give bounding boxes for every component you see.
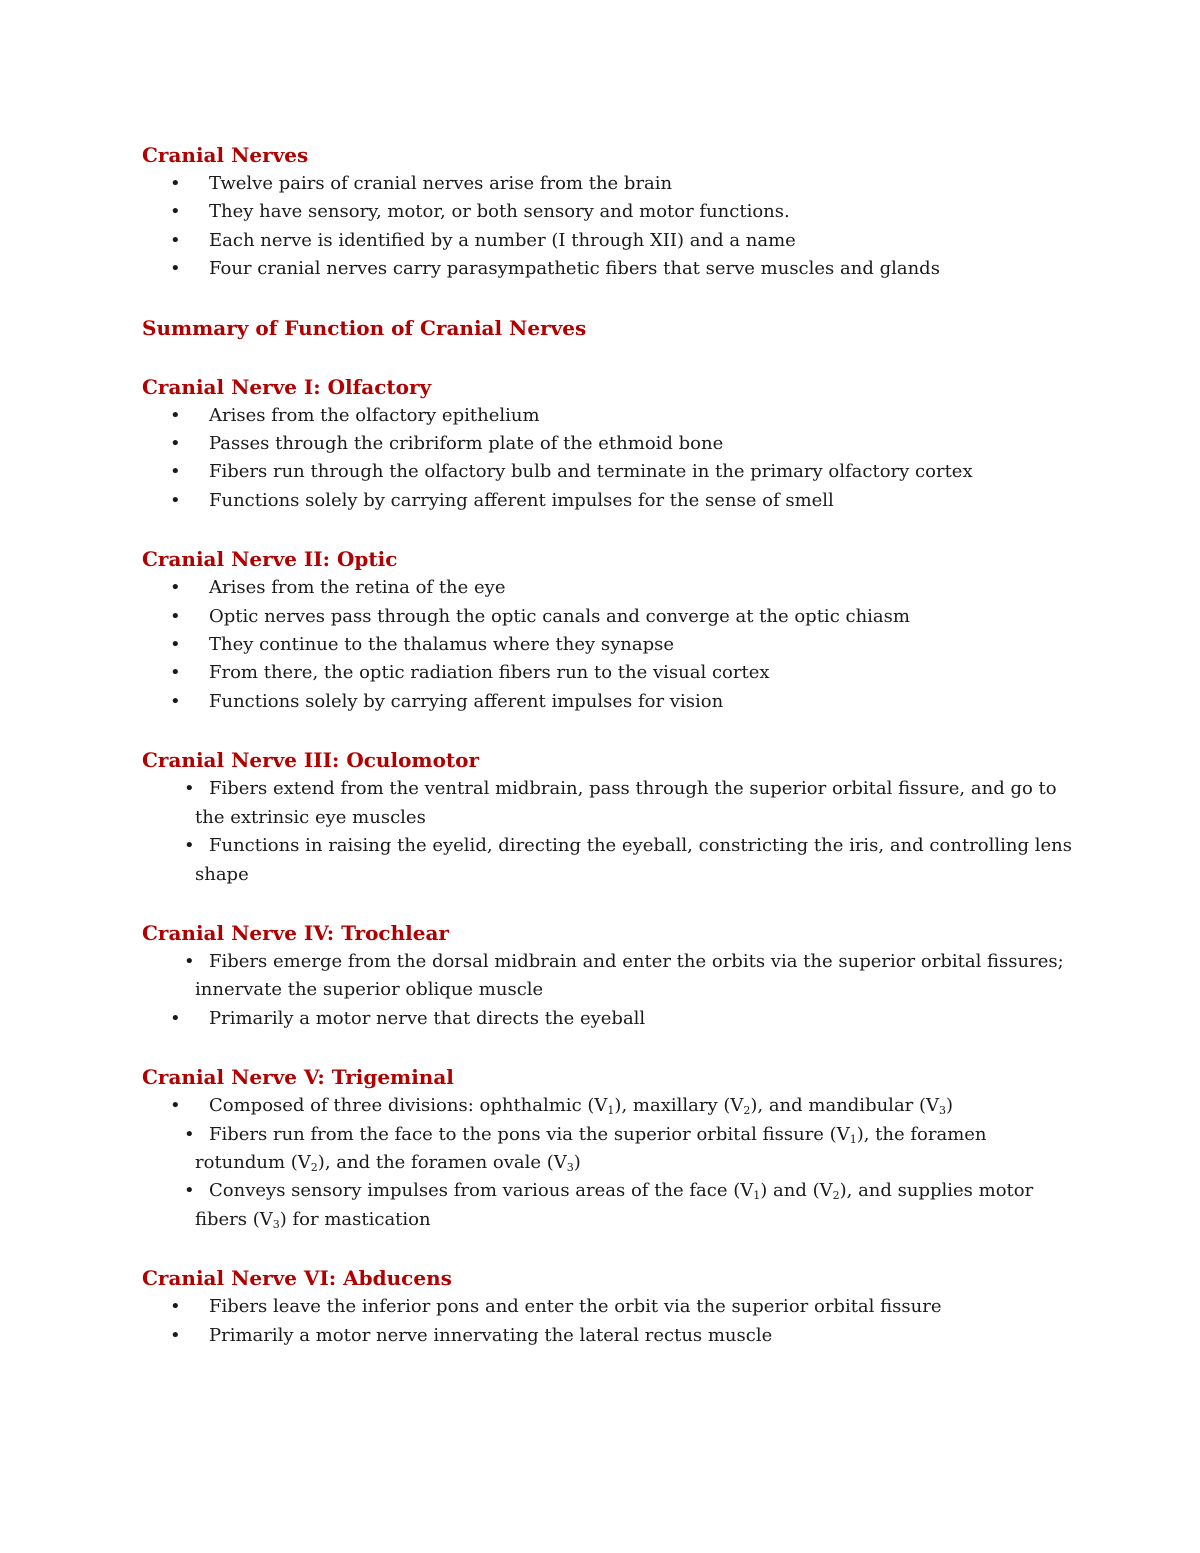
section-heading: Cranial Nerves [142, 143, 309, 167]
bullet-item [142, 659, 1072, 687]
section-spacer [142, 343, 1072, 372]
bullet-text: Fibers run through the olfactory bulb and terminate in the primary olfactory cortex [209, 461, 973, 483]
section-spacer [142, 515, 1072, 544]
bullet-icon: • [184, 835, 195, 857]
bullet-item [142, 1322, 1072, 1350]
bullet-item [142, 430, 1072, 458]
bullet-item [142, 832, 1072, 889]
bullet-text: Optic nerves pass through the optic canals and converge at the optic chiasm [209, 605, 910, 627]
bullet-icon: • [170, 577, 181, 599]
bullet-icon: • [170, 634, 181, 656]
bullet-icon: • [170, 1007, 181, 1029]
bullet-icon: • [170, 173, 181, 194]
text-run: Conveys sensory impulses from various areas of the face (V [209, 1180, 754, 1202]
bullet-text: Arises from the retina of the eye [209, 577, 506, 599]
bullet-item [142, 227, 1072, 255]
bullet-text: Passes through the cribriform plate of the ethmoid bone [209, 433, 724, 455]
text-run: Composed of three divisions: ophthalmic (V [209, 1095, 608, 1117]
bullet-text [209, 1095, 953, 1116]
bullet-item [142, 688, 1072, 716]
bullet-text: Arises from the olfactory epithelium [209, 404, 540, 426]
bullet-item [142, 775, 1072, 832]
subscript: 3 [939, 1104, 947, 1118]
subscript: 1 [849, 1132, 857, 1146]
subscript: 2 [310, 1160, 318, 1174]
bullet-item [142, 948, 1072, 1005]
bullet-item [142, 198, 1072, 226]
bullet-list [142, 170, 1072, 284]
bullet-icon: • [184, 1123, 195, 1145]
bullet-item [142, 1293, 1072, 1321]
bullet-icon: • [170, 201, 181, 223]
subscript: 3 [272, 1217, 280, 1231]
bullet-text: Fibers emerge from the dorsal midbrain and enter the orbits via the superior orbital fissures; innervate the superior oblique muscle [195, 950, 1064, 1001]
bullet-item [142, 603, 1072, 631]
bullet-item [142, 631, 1072, 659]
text-run: ), and supplies motor fibers (V [195, 1180, 1034, 1230]
subscript: 1 [753, 1189, 761, 1203]
bullet-icon: • [170, 690, 181, 712]
text-run: ) [946, 1095, 954, 1117]
section-heading: Cranial Nerve IV: Trochlear [142, 920, 449, 945]
bullet-icon: • [170, 258, 181, 280]
bullet-item [142, 1121, 1072, 1178]
bullet-icon: • [184, 1180, 195, 1202]
bullet-icon: • [184, 950, 195, 972]
bullet-icon: • [170, 1296, 181, 1318]
subscript: 3 [566, 1160, 574, 1174]
text-run: ) and (V [760, 1180, 833, 1202]
bullet-list [142, 775, 1072, 889]
bullet-text: Functions in raising the eyelid, directing the eyeball, constricting the iris, and controlling lens shape [195, 835, 1072, 885]
bullet-item [142, 402, 1072, 430]
section-spacer [142, 889, 1072, 918]
section-heading: Cranial Nerve VI: Abducens [142, 1266, 452, 1291]
bullet-icon: • [170, 1324, 181, 1346]
text-run: ), and mandibular (V [750, 1095, 940, 1117]
text-run: ), and the foramen ovale (V [317, 1151, 567, 1173]
section-spacer [142, 1033, 1072, 1062]
document-content [142, 140, 1072, 1350]
bullet-list [142, 1293, 1072, 1350]
bullet-item [142, 1177, 1072, 1234]
bullet-item [142, 458, 1072, 486]
bullet-icon: • [170, 662, 181, 684]
bullet-list [142, 1092, 1072, 1234]
bullet-icon: • [170, 404, 181, 426]
subscript: 2 [743, 1104, 751, 1118]
section-heading: Summary of Function of Cranial Nerves [142, 315, 587, 340]
bullet-text: Each nerve is identified by a number (I through XII) and a name [209, 229, 796, 251]
bullet-text: Twelve pairs of cranial nerves arise from the brain [209, 173, 673, 194]
bullet-icon: • [170, 489, 181, 511]
bullet-item [142, 255, 1072, 283]
section-heading: Cranial Nerve II: Optic [142, 547, 398, 572]
bullet-icon: • [170, 605, 181, 627]
subscript: 2 [832, 1189, 840, 1203]
bullet-text [195, 1180, 1033, 1229]
bullet-text: They have sensory, motor, or both sensory and motor functions. [209, 201, 790, 223]
bullet-icon: • [184, 778, 195, 800]
text-run: ) [573, 1151, 581, 1173]
text-run: ), maxillary (V [614, 1095, 744, 1117]
bullet-text: Functions solely by carrying afferent impulses for the sense of smell [209, 489, 834, 511]
bullet-text: Primarily a motor nerve that directs the eyeball [209, 1007, 646, 1029]
bullet-icon: • [170, 1095, 181, 1117]
bullet-text: They continue to the thalamus where they synapse [209, 634, 675, 656]
section-spacer [142, 284, 1072, 313]
bullet-item [142, 1092, 1072, 1120]
bullet-item [142, 170, 1072, 198]
bullet-text: From there, the optic radiation fibers run to the visual cortex [209, 662, 770, 684]
bullet-icon: • [170, 461, 181, 483]
bullet-text: Primarily a motor nerve innervating the lateral rectus muscle [209, 1324, 773, 1346]
section-heading: Cranial Nerve V: Trigeminal [142, 1065, 454, 1090]
bullet-list [142, 402, 1072, 516]
bullet-text: Functions solely by carrying afferent impulses for vision [209, 690, 724, 712]
bullet-text: Fibers extend from the ventral midbrain, pass through the superior orbital fissure, and go to the extrinsic eye muscles [195, 778, 1057, 828]
section-spacer [142, 1234, 1072, 1263]
bullet-item [142, 487, 1072, 515]
bullet-item [142, 1005, 1072, 1033]
text-run: Fibers run from the face to the pons via the superior orbital fissure (V [209, 1123, 850, 1145]
bullet-icon: • [170, 229, 181, 251]
section-spacer [142, 716, 1072, 745]
subscript: 1 [607, 1104, 615, 1118]
bullet-text [195, 1124, 987, 1173]
bullet-list [142, 948, 1072, 1033]
bullet-icon: • [170, 433, 181, 455]
bullet-item [142, 574, 1072, 602]
section-heading: Cranial Nerve I: Olfactory [142, 374, 432, 399]
document-page [142, 140, 1072, 1350]
text-run: ), the foramen rotundum (V [195, 1123, 987, 1173]
text-run: ) for mastication [279, 1208, 431, 1230]
bullet-list [142, 574, 1072, 716]
bullet-text: Four cranial nerves carry parasympathetic fibers that serve muscles and glands [209, 258, 940, 280]
bullet-text: Fibers leave the inferior pons and enter the orbit via the superior orbital fissure [209, 1296, 942, 1318]
section-heading: Cranial Nerve III: Oculomotor [142, 748, 480, 773]
